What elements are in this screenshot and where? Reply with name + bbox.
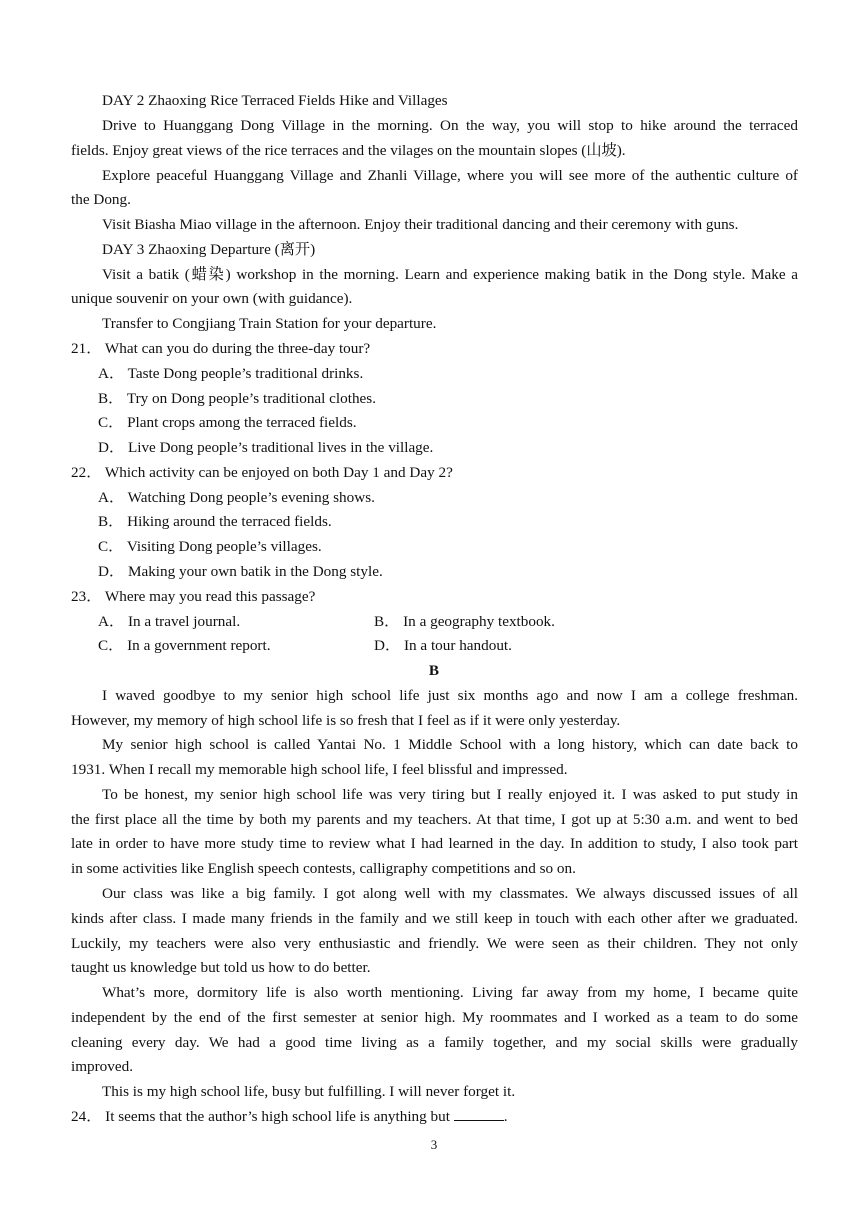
paragraph-line: My senior high school is called Yantai No. 1 Middle School with a long history, which can date back to: [102, 736, 798, 753]
paragraph-line: the first place all the time by both my parents and my teachers. At that time, I got up at 5:30 a.m. and went to bed: [71, 811, 798, 828]
paragraph-line: This is my high school life, busy but fulfilling. I will never forget it.: [102, 1083, 516, 1100]
paragraph-line: independent by the end of the first semester at senior high. My roommates and I worked as a team to do some: [71, 1009, 798, 1026]
question-21-option-c[interactable]: C． Plant crops among the terraced fields.: [98, 414, 357, 431]
paragraph-line: in some activities like English speech contests, calligraphy competitions and so on.: [71, 860, 576, 877]
question-21-option-a[interactable]: A． Taste Dong people’s traditional drinks.: [98, 365, 364, 382]
paragraph-line: However, my memory of high school life is so fresh that I feel as if it were only yesterday.: [71, 712, 621, 729]
paragraph-line: Luckily, my teachers were also very enthusiastic and friendly. We were seen as their children. They not only: [71, 935, 798, 952]
paragraph-line: Visit Biasha Miao village in the afternoon. Enjoy their traditional dancing and their ceremony with guns.: [102, 216, 739, 233]
question-24-period: .: [503, 1108, 508, 1125]
paragraph-line: kinds after class. I made many friends in the family and we still keep in touch with each other after we graduated.: [71, 910, 798, 927]
paragraph-line: Our class was like a big family. I got along well with my classmates. We always discussed issues of all: [102, 885, 798, 902]
paragraph-line: fields. Enjoy great views of the rice terraces and the vilages on the mountain slopes (山坡).: [71, 142, 626, 159]
paragraph-line: taught us knowledge but told us how to do better.: [71, 959, 371, 976]
paragraph-line: 1931. When I recall my memorable high school life, I feel blissful and impressed.: [71, 761, 568, 778]
paragraph-line: Drive to Huanggang Dong Village in the morning. On the way, you will stop to hike around the terraced: [102, 117, 798, 134]
question-22-option-d[interactable]: D． Making your own batik in the Dong style.: [98, 563, 383, 580]
paragraph-line: Transfer to Congjiang Train Station for your departure.: [102, 315, 437, 332]
paragraph-line: I waved goodbye to my senior high school life just six months ago and now I am a college freshman.: [102, 687, 798, 704]
paragraph-line: To be honest, my senior high school life was very tiring but I really enjoyed it. I was asked to put study in: [102, 786, 798, 803]
paragraph-line: improved.: [71, 1058, 134, 1075]
question-22-option-a[interactable]: A． Watching Dong people’s evening shows.: [98, 489, 375, 506]
paragraph-line: the Dong.: [71, 191, 131, 208]
paragraph-line: What’s more, dormitory life is also worth mentioning. Living far away from my home, I became quite: [102, 984, 798, 1001]
page-number: 3: [430, 1137, 438, 1152]
paragraph-line: cleaning every day. We had a good time living as a family together, and my social skills were gradually: [71, 1034, 798, 1051]
question-22-stem: 22． Which activity can be enjoyed on both Day 1 and Day 2?: [71, 464, 453, 481]
answer-blank[interactable]: [454, 1108, 504, 1121]
question-21-stem: 21． What can you do during the three-day tour?: [71, 340, 371, 357]
passage-b-heading: B: [428, 662, 440, 679]
paragraph-line: Explore peaceful Huanggang Village and Zhanli Village, where you will see more of the authentic culture of: [102, 167, 798, 184]
question-22-option-b[interactable]: B． Hiking around the terraced fields.: [98, 513, 332, 530]
question-21-option-d[interactable]: D． Live Dong people’s traditional lives in the village.: [98, 439, 434, 456]
question-23-option-c[interactable]: C． In a government report.: [98, 637, 271, 654]
question-23-option-d[interactable]: D． In a tour handout.: [374, 637, 512, 654]
question-23-option-a[interactable]: A． In a travel journal.: [98, 613, 241, 630]
question-21-option-b[interactable]: B． Try on Dong people’s traditional clothes.: [98, 390, 377, 407]
paragraph-line: Visit a batik (蜡染) workshop in the morning. Learn and experience making batik in the Dong style. Make a: [102, 266, 798, 283]
paragraph-line: late in order to have more study time to review what I had learned in the day. In addition to study, I also took part: [71, 835, 798, 852]
question-23-stem: 23． Where may you read this passage?: [71, 588, 316, 605]
question-24-stem: [71, 1107, 508, 1127]
paragraph-line: unique souvenir on your own (with guidance).: [71, 290, 353, 307]
day2-heading: DAY 2 Zhaoxing Rice Terraced Fields Hike and Villages: [102, 92, 448, 109]
day3-heading: DAY 3 Zhaoxing Departure (离开): [102, 241, 316, 258]
question-23-option-b[interactable]: B． In a geography textbook.: [374, 613, 555, 630]
question-24-text: 24． It seems that the author’s high school life is anything but: [71, 1108, 450, 1125]
question-22-option-c[interactable]: C． Visiting Dong people’s villages.: [98, 538, 322, 555]
